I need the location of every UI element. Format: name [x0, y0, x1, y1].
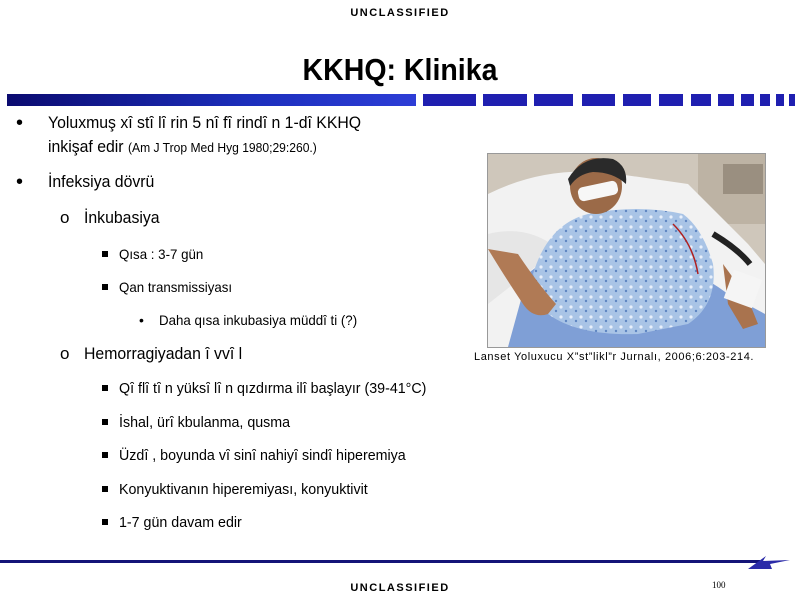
bullet-1-line-1: Yoluxmuş xȋ stȋ lȋ rin 5 nȋ fȋ rindȋ n 1-dȋ KKHQ [48, 113, 362, 132]
classification-bottom: UNCLASSIFIED [350, 582, 450, 594]
bullet-dot: • [139, 312, 144, 328]
bullet-2-1-2-text: Qan transmissiyası [119, 279, 233, 295]
bullet-1-line-2 [48, 137, 317, 157]
bullet-square [102, 452, 108, 458]
bullet-2-2-2-text: İshal, ürȋ kbulanma, qusma [119, 414, 291, 431]
bullet-circle: o [60, 208, 70, 227]
bullet-2-2-text: Hemorragiyadan ȋ vvȋ l [84, 344, 243, 363]
bullet-circle: o [60, 344, 70, 363]
bullet-2-1-1-text: Qısa : 3-7 gün [119, 246, 204, 262]
footer-rule [0, 560, 760, 563]
arrow-icon [748, 553, 792, 573]
bullet-2-2-3-text: Üzdȋ , boyunda vȋ sinȋ nahiyȋ sindȋ hiperemiya [119, 447, 406, 464]
photo-caption: Lanset Yoluxucu X”st”likl”r Jurnalı, 2006;6:203-214. [474, 351, 755, 363]
bullet-dot: • [16, 112, 24, 134]
slide-title: KKHQ: Klinika [302, 52, 498, 87]
bullet-2-2-4-text: Konyuktivanın hiperemiyası, konyuktivit [119, 481, 368, 498]
bullet-dot: • [16, 171, 24, 193]
page-number: 100 [712, 580, 726, 590]
bullet-square [102, 486, 108, 492]
bullet-square [102, 419, 108, 425]
bullet-square [102, 519, 108, 525]
classification-top: UNCLASSIFIED [350, 7, 450, 19]
citation: (Am J Trop Med Hyg 1980;29:260.) [127, 140, 317, 155]
bullet-2-1-2-1-text: Daha qısa inkubasiya müddȋ ti (?) [159, 312, 358, 328]
bullet-square [102, 385, 108, 391]
bullet-square [102, 284, 108, 290]
bullet-square [102, 251, 108, 257]
bullet-2-2-1-text: Qȋ flȋ tȋ n yüksȋ lȋ n qızdırma ilȋ başlayır (39-41°C) [119, 380, 427, 397]
title-underline-bar [7, 94, 797, 106]
patient-photo [487, 153, 766, 348]
bullet-2-2-5-text: 1-7 gün davam edir [119, 514, 242, 531]
patient-photo-illustration [488, 154, 765, 347]
bullet-2-1-text: İnkubasiya [84, 208, 160, 227]
bullet-2-text: İnfeksiya dövrü [48, 172, 155, 191]
bullet-1-line-2-text: inkişaf edir [48, 137, 124, 156]
